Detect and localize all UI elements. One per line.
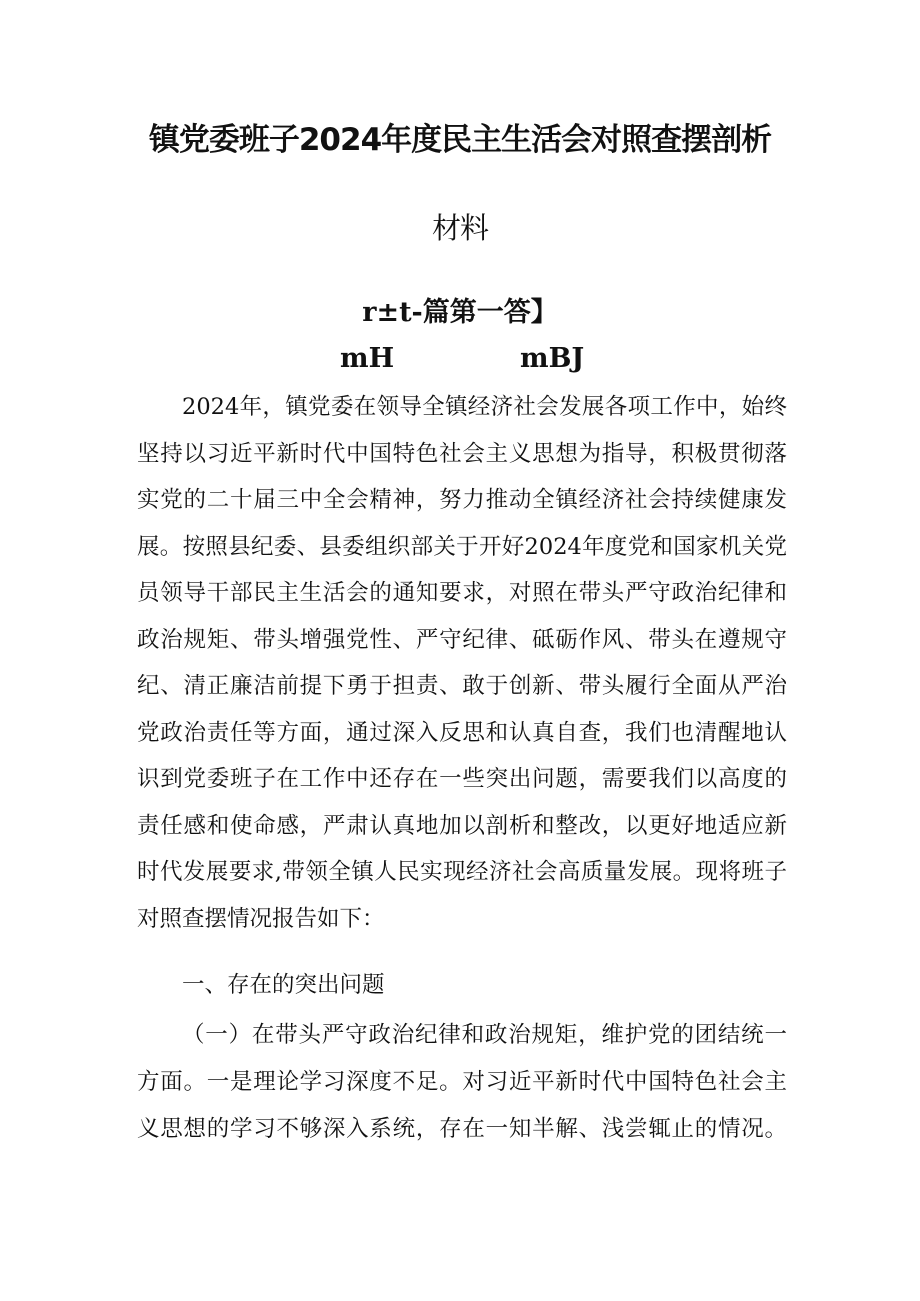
- text-line: 时代发展要求,带领全镇人民实现经济社会高质量发展。现将班子: [137, 859, 787, 885]
- text-line: （一）在带头严守政治纪律和政治规矩，维护党的团结统一: [182, 1022, 787, 1048]
- document-title-line2: 材料: [431, 211, 488, 245]
- text-line: 员领导干部民主生活会的通知要求，对照在带头严守政治纪律和: [137, 580, 787, 606]
- subtitle-line1: r±t-篇第一答】: [362, 297, 558, 328]
- subtitle-left: mH: [340, 343, 395, 374]
- text-line: 展。按照县纪委、县委组织部关于开好2024年度党和国家机关党: [137, 533, 787, 560]
- text-line: 党政治责任等方面，通过深入反思和认真自查，我们也清醒地认: [137, 719, 787, 746]
- text-line: 方面。一是理论学习深度不足。对习近平新时代中国特色社会主: [137, 1069, 787, 1095]
- text-line: 政治规矩、带头增强党性、严守纪律、砥砺作风、带头在遵规守: [137, 626, 787, 653]
- document-title-line1: 镇党委班子2024年度民主生活会对照查摆剖析: [148, 122, 772, 158]
- text-line: 实党的二十届三中全会精神，努力推动全镇经济社会持续健康发: [137, 487, 787, 513]
- text-line: 坚持以习近平新时代中国特色社会主义思想为指导，积极贯彻落: [137, 440, 787, 467]
- text-line: 责任感和使命感，严肃认真地加以剖析和整改，以更好地适应新: [137, 812, 787, 839]
- text-line: 识到党委班子在工作中还存在一些突出问题，需要我们以高度的: [137, 766, 787, 792]
- paragraph-intro: [137, 384, 787, 942]
- section-heading: 一、存在的突出问题: [182, 972, 385, 998]
- text-line: 2024年，镇党委在领导全镇经济社会发展各项工作中，始终: [182, 394, 787, 420]
- subtitle-right: mBJ: [520, 343, 585, 374]
- text-line: 纪、清正廉洁前提下勇于担责、敢于创新、带头履行全面从严治: [137, 673, 787, 699]
- text-line: 义思想的学习不够深入系统，存在一知半解、浅尝辄止的情况。: [137, 1116, 787, 1142]
- paragraph-section1: [137, 1012, 787, 1153]
- text-line: 对照查摆情况报告如下：: [137, 905, 385, 932]
